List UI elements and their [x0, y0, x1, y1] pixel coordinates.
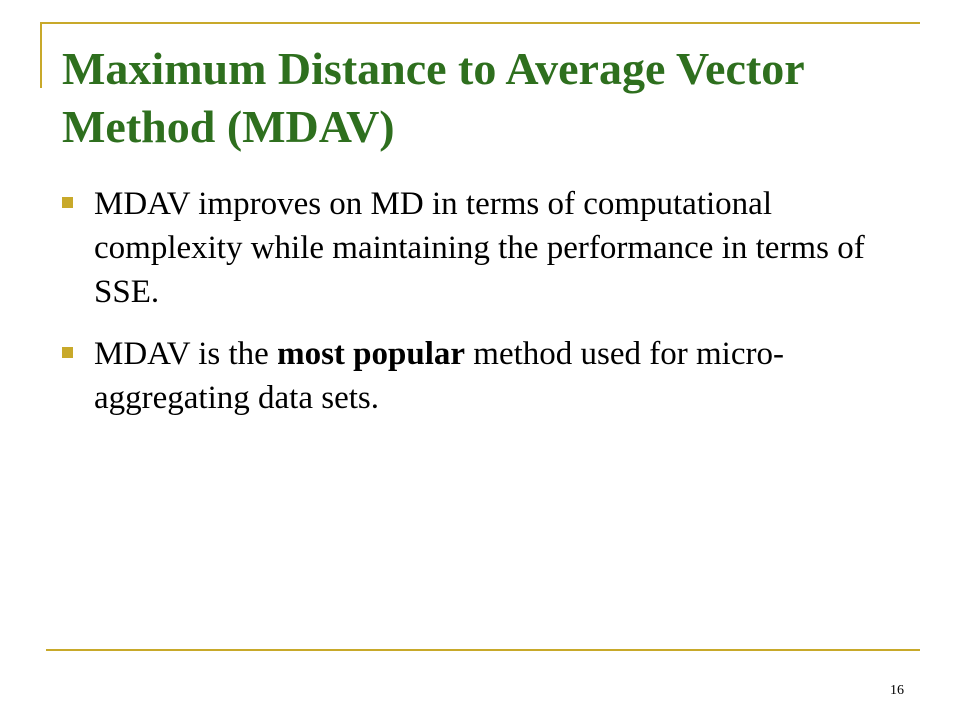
page-number: 16	[890, 683, 904, 698]
top-divider-line	[40, 22, 920, 24]
bullet-text-end: method used for micro-aggregating data sets.	[94, 336, 784, 416]
bullet-emphasis: most popular	[277, 336, 466, 372]
left-accent-line	[40, 22, 42, 88]
square-bullet-icon	[62, 347, 73, 358]
bullet-text: MDAV improves on MD in terms of computational complexity while maintaining the performance in terms of SSE.	[94, 186, 865, 310]
bullet-item	[62, 182, 882, 314]
bullet-text-start: MDAV is the	[94, 336, 278, 372]
bullet-list	[62, 182, 882, 438]
slide-title: Maximum Distance to Average Vector Method (MDAV)	[62, 43, 804, 152]
bullet-item	[62, 332, 882, 420]
square-bullet-icon	[62, 197, 73, 208]
bottom-divider-line	[46, 649, 920, 651]
